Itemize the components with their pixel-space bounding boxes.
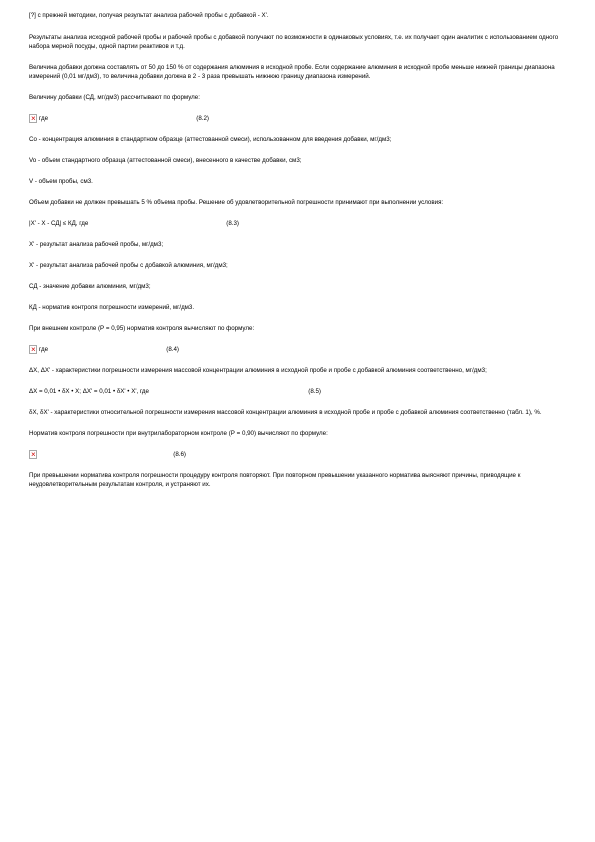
equation-8-3 bbox=[29, 219, 239, 228]
paragraph: Величина добавки должна составлять от 50 до 150 % от содержания алюминия в исходной пробе. Если содержание алюминия в исходной пробе меньше нижней границы диапазона измерений (0,01 мг/дм3), то величина добавки должна в 2 - 3 раза превышать нижнюю границу диапазона измерений. bbox=[29, 64, 555, 80]
paragraph: При внешнем контроле (Р = 0,95) норматив контроля вычисляют по формуле: bbox=[29, 325, 255, 332]
paragraph: Vo - объем стандартного образца (аттестованной смеси), внесенного в качестве добавки, см3; bbox=[29, 157, 302, 164]
broken-image-icon bbox=[29, 345, 37, 354]
equation-number: (8.2) bbox=[196, 115, 209, 122]
paragraph: Норматив контроля погрешности при внутрилабораторном контроле (Р = 0,90) вычисляют по формуле: bbox=[29, 430, 328, 437]
equation-where: где bbox=[39, 115, 49, 122]
paragraph: Сo - концентрация алюминия в стандартном образце (аттестованной смеси), использованном для введения добавки, мг/дм3; bbox=[29, 136, 392, 143]
equation-8-5 bbox=[29, 387, 321, 396]
equation-number: (8.6) bbox=[173, 451, 186, 458]
equation-number: (8.4) bbox=[166, 346, 179, 353]
equation-text: ΔХ = 0,01 • δХ • Х; ΔХ' = 0,01 • δХ' • Х', где bbox=[29, 388, 149, 395]
broken-image-icon bbox=[29, 450, 37, 459]
paragraph: Х' - результат анализа рабочей пробы, мг/дм3; bbox=[29, 241, 164, 248]
paragraph: СД - значение добавки алюминия, мг/дм3; bbox=[29, 283, 151, 290]
document-page bbox=[29, 11, 559, 501]
equation-number: (8.3) bbox=[226, 220, 239, 227]
equation-8-6 bbox=[29, 450, 186, 459]
paragraph: V - объем пробы, см3. bbox=[29, 178, 93, 185]
equation-text: |Х' - Х - СД| ≤ КД, где bbox=[29, 220, 89, 227]
paragraph: [?] с прежней методики, получая результат анализа рабочей пробы с добавкой - Х'. bbox=[29, 12, 269, 19]
paragraph: Объем добавки не должен превышать 5 % объема пробы. Решение об удовлетворительной погрешности принимают при выполнении условия: bbox=[29, 199, 444, 206]
equation-8-4 bbox=[29, 345, 179, 354]
paragraph: δХ, δХ' - характеристики относительной погрешности измерения массовой концентрации алюминия в исходной пробе и пробе с добавкой алюминия соответственно (табл. 1), %. bbox=[29, 409, 542, 416]
broken-image-icon bbox=[29, 114, 37, 123]
paragraph: КД - норматив контроля погрешности измерений, мг/дм3. bbox=[29, 304, 195, 311]
paragraph: Величину добавки (СД, мг/дм3) рассчитывают по формуле: bbox=[29, 94, 200, 101]
paragraph: ΔХ, ΔХ' - характеристики погрешности измерения массовой концентрации алюминия в исходной пробе и пробе с добавкой алюминия соответственно, мг/дм3; bbox=[29, 367, 487, 374]
equation-number: (8.5) bbox=[308, 388, 321, 395]
paragraph: При превышении норматива контроля погрешности процедуру контроля повторяют. При повторном превышении указанного норматива выясняют причины, приводящие к неудовлетворительным результатам контроля, и устраняют их. bbox=[29, 472, 521, 488]
paragraph: Результаты анализа исходной рабочей пробы и рабочей пробы с добавкой получают по возможности в одинаковых условиях, т.е. их получает один аналитик с использованием одного набора мерной посуды, одной партии реактивов и т.д. bbox=[29, 34, 559, 50]
equation-where: где bbox=[39, 346, 49, 353]
paragraph: Х' - результат анализа рабочей пробы с добавкой алюминия, мг/дм3; bbox=[29, 262, 228, 269]
equation-8-2 bbox=[29, 114, 209, 123]
